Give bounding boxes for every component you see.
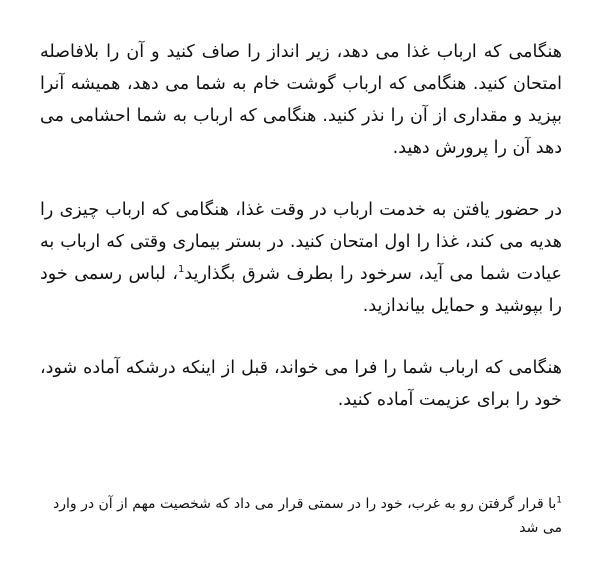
paragraph-3: هنگامی که ارباب شما را فرا می خواند، قبل از اینکه درشکه آماده شود، خود را برای عزیمت آماده کنید. xyxy=(40,358,562,410)
footnote xyxy=(40,492,562,540)
document-body xyxy=(40,36,562,446)
paragraph-2-text: در حضور یافتن به خدمت ارباب در وقت غذا، هنگامی که ارباب چیزی را هدیه می کند، غذا را اول امتحان کنید. در بستر بیماری وقتی که ارباب به عیادت شما می آید، سرخود را بطرف شرق xyxy=(40,200,562,284)
footnote-reference: 1 xyxy=(178,264,185,276)
paragraph-2 xyxy=(40,194,562,322)
paragraph-2-tail-end: ، لباس رسمی خود را بپوشید و حمایل بیاندازید. xyxy=(40,264,562,316)
paragraph-1: هنگامی که ارباب غذا می دهد، زیر انداز را صاف کنید و آن را بلافاصله امتحان کنید. هنگامی که ارباب گوشت خام به شما می دهد، همیشه آنرا بپزید و مقداری از آن را نذر کنید. هنگامی که ارباب به شما احشامی می دهد آن را پرورش دهید. xyxy=(40,42,562,158)
footnote-text: با قرار گرفتن رو به غرب، خود را در سمتی قرار می داد که شخصیت مهم از آن در وارد می شد xyxy=(52,496,562,536)
paragraph-2-tail-start: بگذارید xyxy=(184,264,236,284)
footnote-marker: 1 xyxy=(556,495,562,506)
